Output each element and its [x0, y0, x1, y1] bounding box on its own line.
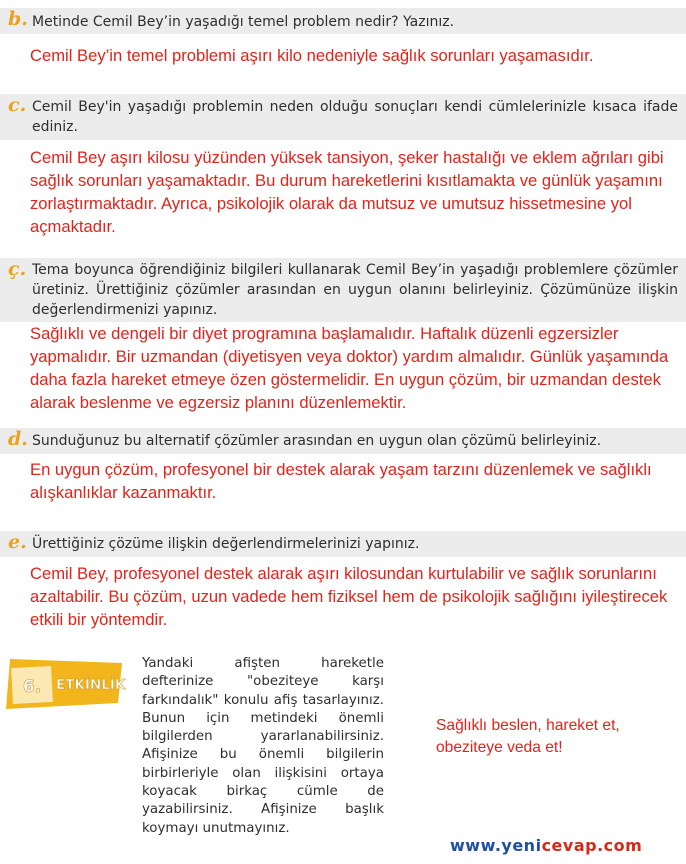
- watermark-part2: cevap.com: [541, 836, 643, 855]
- poster-answer: Sağlıklı beslen, hareket et, obeziteye veda et!: [436, 717, 620, 756]
- activity-badge: [6, 655, 126, 713]
- answer-cc: Sağlıklı ve dengeli bir diyet programına başlamalıdır. Haftalık düzenli egzersizler yapmalıdır. Bir uzmandan (diyetisyen veya doktor) yardım almalıdır. Günlük yaşamında daha fazla hareket etmeye özen göstermelidir. En uygun çözüm, bir uzmandan destek alarak beslenme ve egzersiz planını düzenlemektir.: [30, 324, 669, 412]
- question-text-b: Metinde Cemil Bey’in yaşadığı temel problem nedir? Yazınız.: [32, 14, 455, 30]
- question-b: [0, 8, 686, 34]
- question-letter-e: e.: [8, 531, 27, 553]
- watermark: [450, 836, 642, 855]
- answer-b: Cemil Bey’in temel problemi aşırı kilo nedeniyle sağlık sorunları yaşamasıdır.: [30, 46, 594, 65]
- activity-number: 6.: [22, 677, 42, 697]
- question-letter-c: c.: [8, 94, 27, 116]
- answer-c: Cemil Bey aşırı kilosu yüzünden yüksek tansiyon, şeker hastalığı ve eklem ağrıları gibi sağlık sorunları yaşamaktadır. Bu durum hareketlerini kısıtlamakta ve günlük yaşamını zorlaştırmaktadır. Ayrıca, psikolojik olarak da mutsuz ve umutsuz hissetmesine yol açmaktadır.: [30, 148, 664, 236]
- question-cc: [0, 258, 686, 322]
- answer-e: Cemil Bey, profesyonel destek alarak aşırı kilosundan kurtulabilir ve sağlık sorunlarını azaltabilir. Bu çözüm, uzun vadede hem fiziksel hem de psikolojik sağlığını iyileştirecek etkili bir yöntemdir.: [30, 564, 668, 629]
- question-letter-d: d.: [8, 428, 28, 450]
- answer-d: En uygun çözüm, profesyonel bir destek alarak yaşam tarzını düzenlemek ve sağlıklı alışkanlıklar kazanmaktır.: [30, 460, 652, 502]
- activity-instructions: Yandaki afişten hareketle defterinize "obeziteye karşı farkındalık" konulu afiş tasarlayınız. Bunun için metindeki önemli bilgilerden yararlanabilirsiniz. Afişinize bu önemli bilgilerin birbirleriyle olan ilişkisini ortaya koyacak birkaç cümle de yazabilirsiniz. Afişinize başlık koymayı unutmayınız.: [142, 656, 384, 836]
- question-text-cc: Tema boyunca öğrendiğiniz bilgileri kullanarak Cemil Bey’in yaşadığı problemlere çözümler üretiniz. Ürettiğiniz çözümler arasından en uygun olanını belirleyiniz. Çözümünüze ilişkin değerlendirmenizi yapınız.: [32, 262, 678, 318]
- question-letter-b: b.: [8, 8, 28, 30]
- question-e: [0, 531, 686, 557]
- question-text-d: Sunduğunuz bu alternatif çözümler arasından en uygun olan çözümü belirleyiniz.: [32, 433, 602, 449]
- activity-label: ETKİNLİK: [56, 677, 126, 693]
- question-letter-cc: ç.: [8, 258, 27, 280]
- question-d: [0, 428, 686, 454]
- question-text-c: Cemil Bey'in yaşadığı problemin neden olduğu sonuçları kendi cümlelerinizle kısaca ifade ediniz.: [32, 99, 678, 135]
- question-text-e: Ürettiğiniz çözüme ilişkin değerlendirmelerinizi yapınız.: [32, 536, 420, 552]
- question-c: [0, 94, 686, 140]
- watermark-part1: www.yeni: [450, 836, 542, 855]
